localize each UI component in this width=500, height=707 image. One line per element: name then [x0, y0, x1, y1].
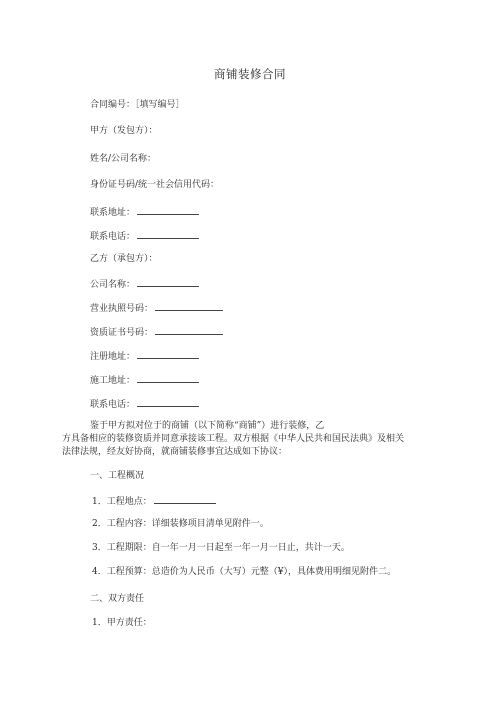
party-a-heading: 甲方（发包方）： — [90, 126, 158, 136]
section-2-item-1: 1．甲方责任： — [92, 618, 152, 628]
party-b-company-blank — [137, 277, 199, 287]
party-a-phone-line — [90, 229, 199, 243]
party-b-phone-line — [90, 397, 199, 411]
preamble-line-1: 鉴于甲方拟对位于的商铺（以下简称“商铺”）进行装修，乙 — [90, 421, 325, 431]
party-b-phone-blank — [137, 397, 199, 407]
party-a-phone-blank — [137, 229, 199, 239]
party-b-reg-address-label: 注册地址： — [90, 352, 136, 362]
party-b-qualification-label: 资质证书号码： — [90, 328, 154, 338]
contract-number-line — [90, 99, 185, 111]
section-1-item-1-blank — [154, 494, 216, 504]
party-b-license-blank — [155, 301, 223, 311]
party-a-address-blank — [137, 205, 199, 215]
party-b-qualification-line — [90, 325, 223, 339]
party-a-address-label: 联系地址： — [90, 208, 136, 218]
party-a-phone-label: 联系电话： — [90, 232, 136, 242]
party-b-license-line — [90, 301, 223, 315]
party-a-address-line — [90, 205, 199, 219]
party-a-name-field: 姓名/公司名称： — [90, 154, 157, 164]
preamble-line-2: 方具备相应的装修资质并同意承接该工程。双方根据《中华人民共和国民法典》及相关 — [62, 434, 405, 444]
section-1-item-2: 2．工程内容：详细装修项目清单见附件一。 — [92, 519, 269, 529]
party-b-heading: 乙方（承包方）： — [90, 254, 158, 264]
party-b-license-label: 营业执照号码： — [90, 304, 154, 314]
party-b-site-address-label: 施工地址： — [90, 376, 136, 386]
party-b-phone-label: 联系电话： — [90, 400, 136, 410]
party-b-qualification-blank — [155, 325, 223, 335]
section-1-item-1-label: 1．工程地点： — [92, 497, 152, 507]
party-b-reg-address-line — [90, 349, 199, 363]
party-a-id-field: 身份证号码/统一社会信用代码： — [90, 180, 220, 190]
party-b-company-line — [90, 277, 199, 291]
section-1-item-4: 4．工程预算：总造价为人民币（大写）元整（¥），具体费用明细见附件二。 — [92, 567, 396, 577]
party-b-company-label: 公司名称： — [90, 280, 136, 290]
section-1-item-1-line — [92, 494, 216, 508]
contract-number-label: 合同编号： — [90, 100, 136, 110]
preamble-line-3: 法律法规，经友好协商，就商铺装修事宜达成如下协议： — [62, 447, 288, 457]
section-2-heading: 二、双方责任 — [90, 594, 145, 604]
party-b-reg-address-blank — [137, 349, 199, 359]
party-b-site-address-line — [90, 373, 199, 387]
section-1-heading: 一、工程概况 — [90, 471, 145, 481]
contract-number-value: ［填写编号］ — [135, 100, 185, 110]
section-1-item-3: 3．工程期限：自一年一月一日起至一年一月一日止，共计一天。 — [92, 543, 350, 553]
party-b-site-address-blank — [137, 373, 199, 383]
document-title: 商铺装修合同 — [214, 67, 286, 81]
